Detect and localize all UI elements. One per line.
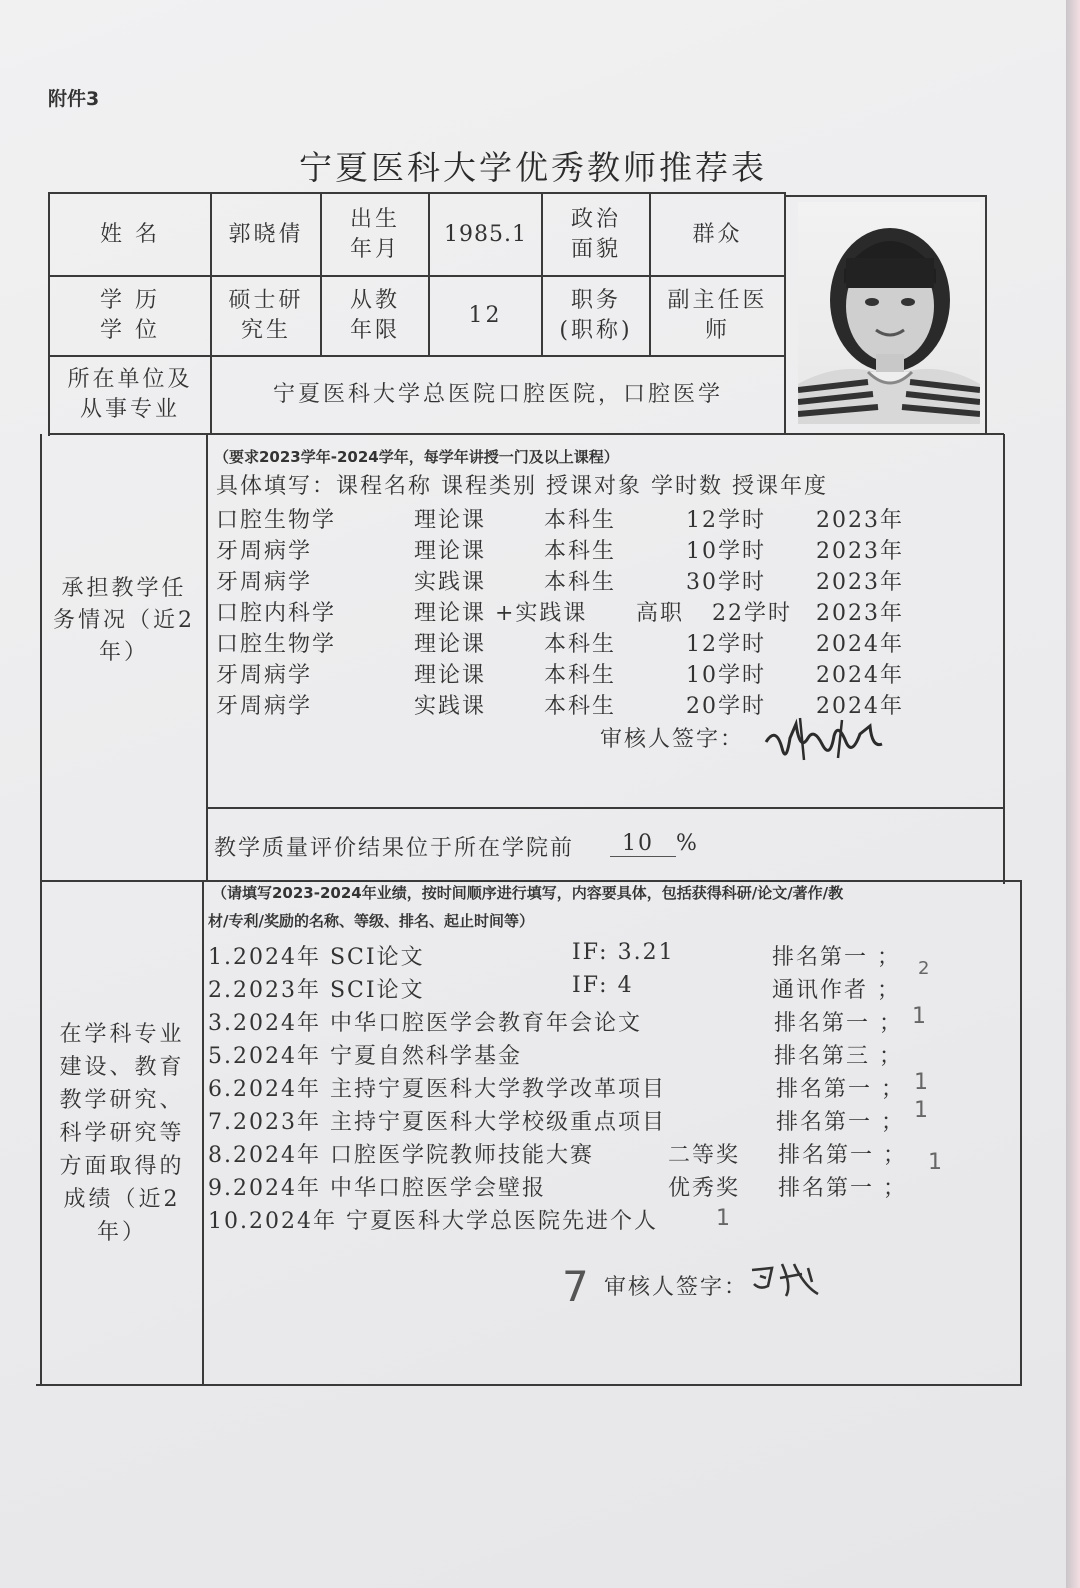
course-type: 理论课	[414, 539, 487, 564]
course-target: 本科生	[544, 570, 617, 595]
quality-value: 10	[622, 831, 654, 856]
handwritten-mark: 1	[716, 1206, 730, 1231]
achievement-rank: 排名第一 ；	[776, 1110, 905, 1135]
achievement-rank: 排名第一 ；	[778, 1143, 907, 1168]
course-type: 实践课	[414, 694, 487, 719]
course-hours: 10学时	[686, 539, 766, 564]
achievement-text: 8.2024年 口腔医学院教师技能大赛	[208, 1143, 594, 1168]
handwritten-mark: 2	[918, 958, 930, 979]
table-border	[206, 434, 208, 880]
course-hours: 20学时	[686, 694, 766, 719]
course-type: 理论课	[414, 663, 487, 688]
achievement-rank: 排名第一 ；	[776, 1077, 905, 1102]
course-name: 口腔生物学	[216, 632, 337, 657]
reviewer-signature	[760, 708, 890, 770]
achievement-rank: 排名第三 ；	[774, 1044, 903, 1069]
table-border	[1020, 880, 1022, 1386]
id-photo	[798, 202, 980, 424]
achievement-text: 1.2024年 SCI论文	[208, 945, 425, 970]
achievement-extra: 优秀奖	[668, 1176, 741, 1201]
course-name: 口腔生物学	[216, 508, 337, 533]
research-note-line1: （请填写2023-2024年业绩，按时间顺序进行填写，内容要具体，包括获得科研/论文/著作/教	[212, 884, 844, 902]
reviewer-label: 审核人签字：	[600, 727, 745, 752]
course-year: 2023年	[816, 539, 904, 564]
course-name: 牙周病学	[216, 694, 313, 719]
course-hours: 30学时	[686, 570, 766, 595]
course-name: 牙周病学	[216, 663, 313, 688]
teaching-header: 具体填写：课程名称 课程类别 授课对象 学时数 授课年度	[216, 474, 828, 499]
achievement-text: 9.2024年 中华口腔医学会壁报	[208, 1176, 546, 1201]
course-year: 2023年	[816, 570, 904, 595]
achievement-text: 2.2023年 SCI论文	[208, 978, 425, 1003]
achievement-text: 7.2023年 主持宁夏医科大学校级重点项目	[208, 1110, 666, 1135]
education-value: 硕士研 究生	[228, 288, 304, 343]
job-title-label: 职务 (职称)	[559, 288, 633, 343]
table-border	[1003, 434, 1005, 884]
achievement-text: 3.2024年 中华口腔医学会教育年会论文	[208, 1011, 642, 1036]
course-name: 口腔内科学	[216, 601, 337, 626]
political-value: 群众	[692, 221, 743, 247]
table-border	[985, 195, 987, 435]
course-hours: 12学时	[686, 632, 766, 657]
course-target: 本科生	[544, 694, 617, 719]
research-note-line2: 材/专利/奖励的名称、等级、排名、起止时间等）	[208, 912, 534, 930]
birth-value: 1985.1	[444, 221, 527, 247]
course-target: 本科生	[544, 632, 617, 657]
course-target: 本科生	[544, 539, 617, 564]
course-type: 理论课	[414, 508, 487, 533]
achievement-rank: 排名第一 ；	[778, 1176, 907, 1201]
handwritten-mark: 1	[914, 1098, 928, 1123]
course-year: 2023年	[816, 601, 904, 626]
political-label: 政治 面貌	[570, 206, 621, 262]
unit-label: 所在单位及 从事专业	[67, 367, 193, 422]
education-label: 学 历 学 位	[100, 288, 160, 343]
course-target: 高职	[636, 601, 685, 626]
handwritten-mark: 1	[912, 1004, 926, 1029]
course-hours: 10学时	[686, 663, 766, 688]
achievement-rank: 排名第一 ；	[772, 945, 901, 970]
achievement-text: 6.2024年 主持宁夏医科大学教学改革项目	[208, 1077, 666, 1102]
achievement-extra: IF: 4	[572, 973, 634, 998]
course-year: 2023年	[816, 508, 904, 533]
course-type: 理论课 +实践课	[414, 601, 588, 626]
research-reviewer-signature	[746, 1256, 828, 1302]
name-value: 郭晓倩	[228, 221, 304, 247]
birth-label: 出生 年月	[349, 206, 400, 262]
course-target: 本科生	[544, 508, 617, 533]
handwritten-mark: 1	[914, 1070, 928, 1095]
achievement-rank: 通讯作者 ；	[772, 978, 901, 1003]
quality-suffix: %	[676, 831, 699, 856]
research-reviewer-label: 审核人签字：	[604, 1275, 749, 1300]
teaching-label: 承担教学任 务情况（近2 年）	[53, 576, 195, 665]
course-hours: 12学时	[686, 508, 766, 533]
course-name: 牙周病学	[216, 539, 313, 564]
quality-prefix: 教学质量评价结果位于所在学院前	[214, 836, 575, 861]
teaching-years-value: 12	[468, 303, 503, 328]
course-year: 2024年	[816, 632, 904, 657]
attachment-label: 附件3	[48, 88, 100, 110]
course-hours: 22学时	[712, 601, 792, 626]
research-label: 在学科专业 建设、教育 教学研究、 科学研究等 方面取得的 成绩（近2 年）	[59, 1021, 185, 1245]
handwritten-mark: 1	[928, 1150, 942, 1175]
teaching-note: （要求2023学年-2024学年，每学年讲授一门及以上课程）	[214, 448, 619, 466]
teaching-years-label: 从教 年限	[349, 288, 400, 343]
course-name: 牙周病学	[216, 570, 313, 595]
table-border	[202, 880, 204, 1385]
page-edge	[1066, 0, 1080, 1588]
table-border	[786, 195, 986, 197]
achievement-extra: 二等奖	[668, 1143, 741, 1168]
name-label: 姓 名	[100, 221, 160, 247]
course-type: 理论课	[414, 632, 487, 657]
job-title-value: 副主任医 师	[667, 288, 768, 343]
unit-value: 宁夏医科大学总医院口腔医院，口腔医学	[272, 382, 723, 407]
handwritten-tally: 7	[562, 1262, 589, 1311]
quality-underline	[610, 856, 676, 857]
course-year: 2024年	[816, 694, 904, 719]
achievement-text: 10.2024年 宁夏医科大学总医院先进个人	[208, 1209, 658, 1234]
course-type: 实践课	[414, 570, 487, 595]
course-target: 本科生	[544, 663, 617, 688]
form-title: 宁夏医科大学优秀教师推荐表	[299, 148, 767, 187]
achievement-extra: IF: 3.21	[572, 940, 675, 965]
table-border	[784, 194, 786, 434]
table-border	[206, 807, 1004, 809]
course-year: 2024年	[816, 663, 904, 688]
achievement-text: 5.2024年 宁夏自然科学基金	[208, 1044, 522, 1069]
achievement-rank: 排名第一 ；	[774, 1011, 903, 1036]
table-border	[36, 1384, 1022, 1386]
